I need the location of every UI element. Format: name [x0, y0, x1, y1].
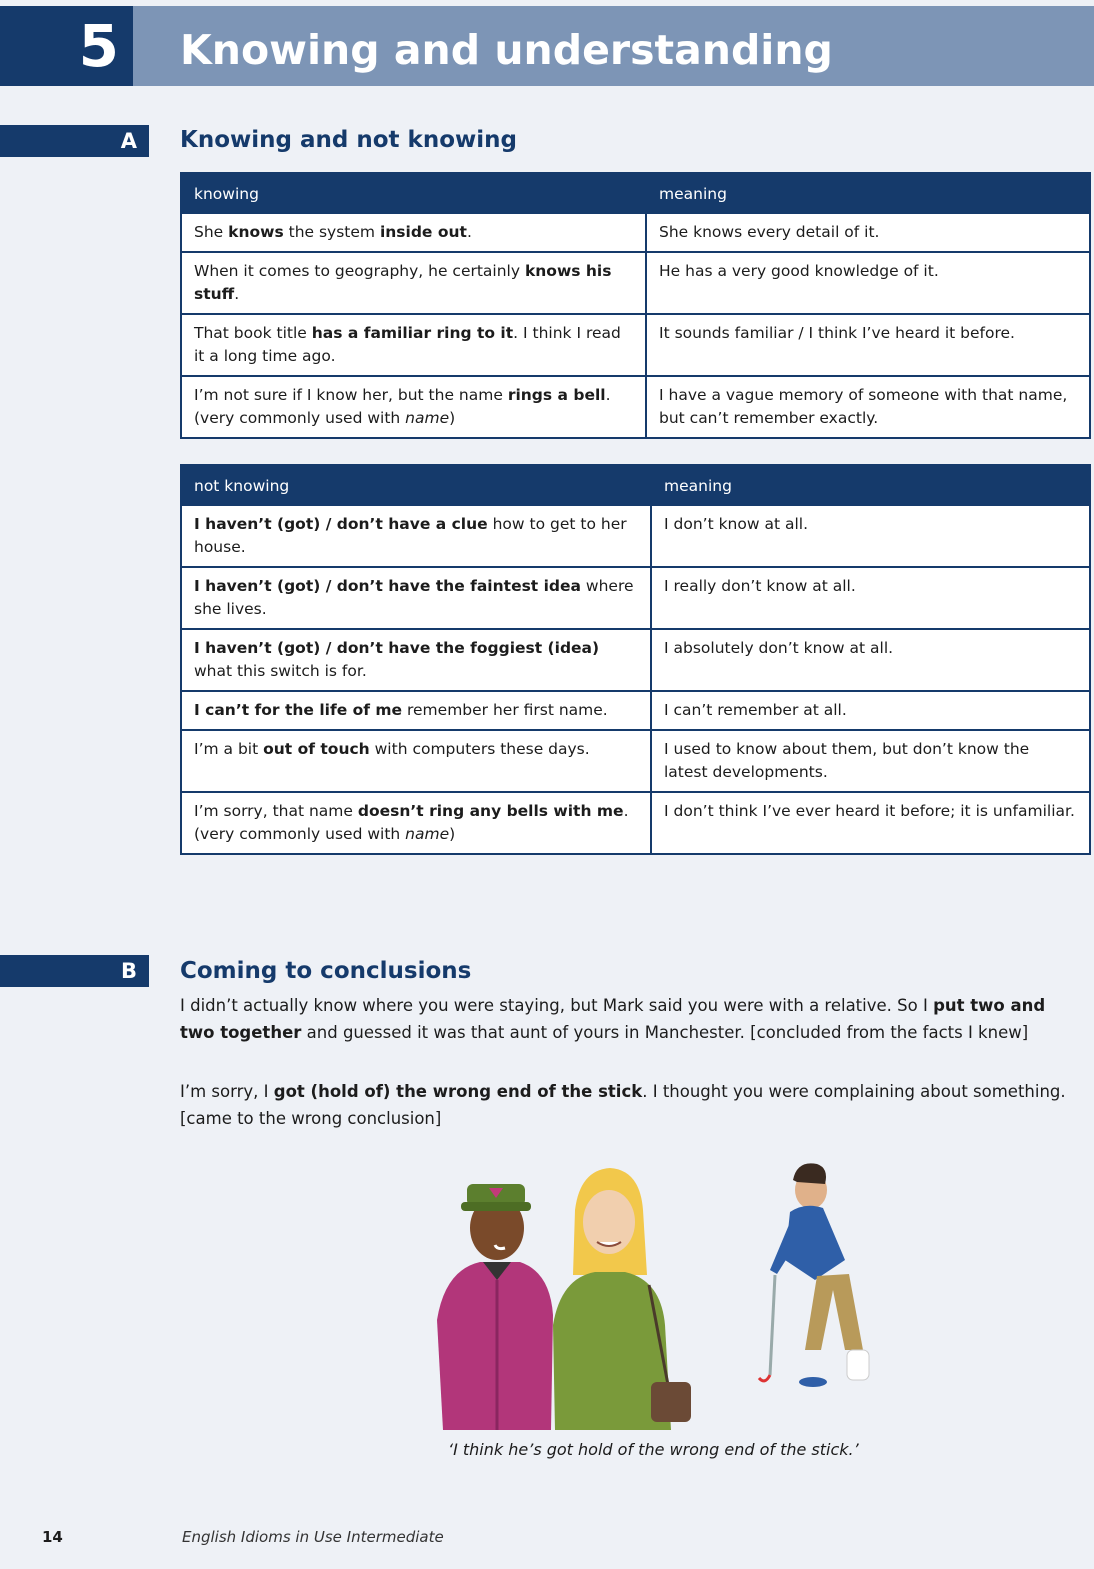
knowing-table-body — [181, 213, 1090, 438]
idiom-example-cell: I haven’t (got) / don’t have a clue how to get to her house. — [181, 505, 651, 567]
unit-title: Knowing and understanding — [180, 26, 833, 74]
meaning-header: meaning — [651, 465, 1090, 505]
not-knowing-row — [181, 505, 1090, 567]
meaning-cell: I used to know about them, but don’t know the latest developments. — [651, 730, 1090, 792]
not-knowing-row — [181, 730, 1090, 792]
section-b-tab: B — [0, 955, 149, 987]
book-title: English Idioms in Use Intermediate — [182, 1528, 444, 1546]
idiom-example-cell: I’m sorry, that name doesn’t ring any bells with me. (very commonly used with name) — [181, 792, 651, 854]
knowing-row — [181, 252, 1090, 314]
meaning-cell: I absolutely don’t know at all. — [651, 629, 1090, 691]
man-with-walking-stick-figure — [759, 1163, 869, 1387]
not-knowing-row — [181, 792, 1090, 854]
knowing-row — [181, 314, 1090, 376]
idiom-example-cell: I can’t for the life of me remember her first name. — [181, 691, 651, 730]
not-knowing-row — [181, 691, 1090, 730]
section-a-title: Knowing and not knowing — [180, 127, 517, 153]
idiom-example-cell: That book title has a familiar ring to it. I think I read it a long time ago. — [181, 314, 646, 376]
idiom-example-cell: I haven’t (got) / don’t have the faintest idea where she lives. — [181, 567, 651, 629]
paragraph-put-two-and-two: I didn’t actually know where you were staying, but Mark said you were with a relative. So I put two and two together and guessed it was that aunt of yours in Manchester. [concluded from the facts I knew] — [180, 996, 1046, 1042]
blonde-woman-figure — [553, 1168, 691, 1430]
meaning-cell: I really don’t know at all. — [651, 567, 1090, 629]
meaning-cell: She knows every detail of it. — [646, 213, 1090, 252]
idiom-example-cell: When it comes to geography, he certainly knows his stuff. — [181, 252, 646, 314]
not-knowing-row — [181, 629, 1090, 691]
meaning-cell: I don’t know at all. — [651, 505, 1090, 567]
idiom-example-cell: She knows the system inside out. — [181, 213, 646, 252]
paragraph-wrong-end-of-stick: I’m sorry, I got (hold of) the wrong end of the stick. I thought you were complaining about something. [came to the wrong conclusion] — [180, 1082, 1066, 1128]
illustration — [425, 1150, 925, 1430]
not-knowing-table-body — [181, 505, 1090, 854]
meaning-cell: I have a vague memory of someone with that name, but can’t remember exactly. — [646, 376, 1090, 438]
meaning-cell: It sounds familiar / I think I’ve heard it before. — [646, 314, 1090, 376]
meaning-cell: I don’t think I’ve ever heard it before; it is unfamiliar. — [651, 792, 1090, 854]
idiom-example-cell: I’m not sure if I know her, but the name rings a bell. (very commonly used with name) — [181, 376, 646, 438]
meaning-cell: I can’t remember at all. — [651, 691, 1090, 730]
not-knowing-row — [181, 567, 1090, 629]
section-b-title: Coming to conclusions — [180, 958, 472, 984]
unit-number: 5 — [0, 6, 133, 86]
meaning-header: meaning — [646, 173, 1090, 213]
meaning-cell: He has a very good knowledge of it. — [646, 252, 1090, 314]
not-knowing-table — [180, 464, 1091, 855]
not-knowing-header: not knowing — [181, 465, 651, 505]
man-with-cap-figure — [437, 1184, 553, 1430]
knowing-table — [180, 172, 1091, 439]
knowing-row — [181, 213, 1090, 252]
page-number: 14 — [42, 1528, 63, 1546]
section-a-tab: A — [0, 125, 149, 157]
illustration-caption: ‘I think he’s got hold of the wrong end of the stick.’ — [448, 1440, 859, 1459]
idiom-example-cell: I haven’t (got) / don’t have the foggiest (idea) what this switch is for. — [181, 629, 651, 691]
knowing-header: knowing — [181, 173, 646, 213]
idiom-example-cell: I’m a bit out of touch with computers these days. — [181, 730, 651, 792]
knowing-row — [181, 376, 1090, 438]
